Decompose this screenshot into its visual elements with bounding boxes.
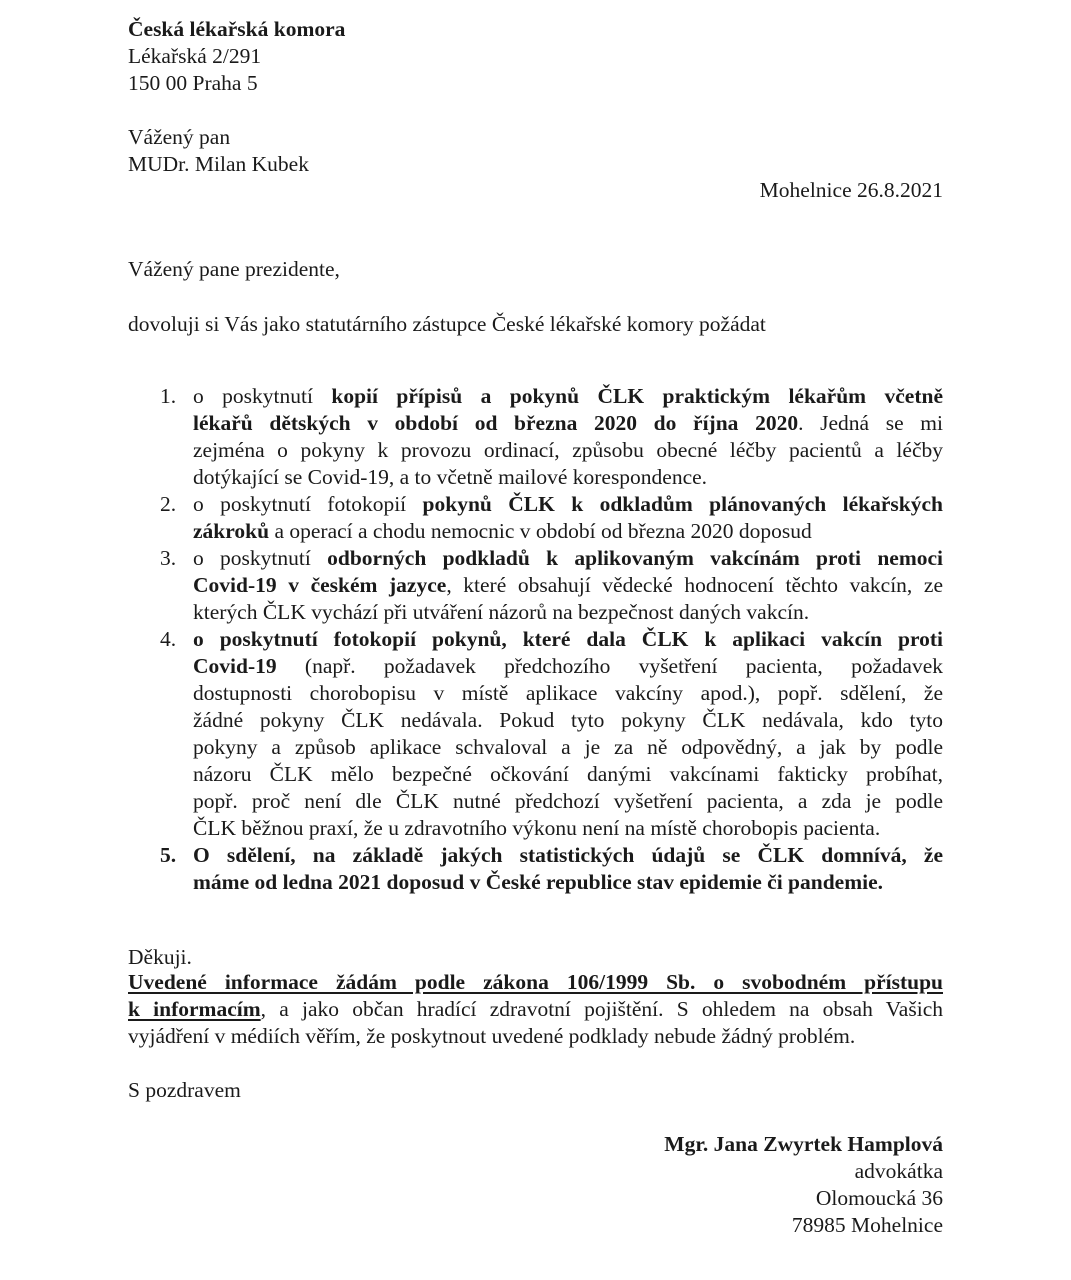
text: pokyny a způsob aplikace schvaloval a je za ně odpovědný, a jak by podle: [193, 735, 943, 759]
bold-text: odborných podkladů k aplikovaným vakcínám proti nemoci: [327, 546, 943, 570]
text: vyjádření v médiích věřím, že poskytnout uvedené podklady nebude žádný problém.: [128, 1024, 856, 1048]
text: o poskytnutí: [193, 546, 328, 570]
bold-text: Uvedené informace žádám podle zákona 106/1999 Sb. o svobodném přístupu: [128, 970, 943, 994]
sender-street: Olomoucká 36: [815, 1186, 943, 1210]
intro-text: dovoluji si Vás jako statutárního zástupce České lékařské komory požádat: [128, 312, 766, 336]
text-line: [193, 680, 943, 707]
bold-text: o poskytnutí fotokopií pokynů, které dala ČLK k aplikaci vakcín proti: [193, 627, 943, 651]
text-line: [128, 1023, 943, 1050]
sign-off: S pozdravem: [128, 1078, 241, 1102]
text-line: [193, 788, 943, 815]
text-line: [193, 869, 943, 896]
request-number: 5.: [160, 843, 177, 867]
text-line: [193, 464, 943, 491]
text: popř. proč není dle ČLK nutné předchozí vyšetření pacienta, a zda je podle: [193, 789, 943, 813]
request-number: 4.: [160, 627, 177, 651]
greeting: Vážený pane prezidente,: [128, 257, 340, 281]
text-line: [193, 599, 943, 626]
recipient-name: MUDr. Milan Kubek: [128, 152, 309, 176]
bold-text: pokynů ČLK k odkladům plánovaných lékařských: [422, 492, 943, 516]
thanks: Děkuji.: [128, 945, 192, 969]
request-number: 1.: [160, 384, 177, 408]
request-text: [193, 842, 943, 896]
text-line: [193, 707, 943, 734]
closing-paragraph: [128, 969, 943, 1050]
text-line: [193, 626, 943, 653]
text-line: [193, 734, 943, 761]
recipient-city: 150 00 Praha 5: [128, 71, 258, 95]
request-number: 2.: [160, 492, 177, 516]
text-line: [128, 969, 943, 996]
request-number: 3.: [160, 546, 177, 570]
sender-title: advokátka: [854, 1159, 943, 1183]
bold-text: zákroků: [193, 519, 270, 543]
text-line: [193, 383, 943, 410]
text-line: [193, 653, 943, 680]
text: kterých ČLK vychází při utváření názorů na bezpečnost daných vakcín.: [193, 600, 810, 624]
text-line: [193, 815, 943, 842]
text: a operací a chodu nemocnic v období od března 2020 doposud: [269, 519, 812, 543]
sender-name: Mgr. Jana Zwyrtek Hamplová: [664, 1132, 943, 1156]
bold-text: máme od ledna 2021 doposud v České republice stav epidemie či pandemie.: [193, 870, 884, 894]
text: dostupnosti chorobopisu v místě aplikace vakcíny apod.), popř. sdělení, že: [193, 681, 943, 705]
text: (např. požadavek předchozího vyšetření pacienta, požadavek: [276, 654, 943, 678]
text: . Jedná se mi: [798, 411, 943, 435]
recipient-street: Lékařská 2/291: [128, 44, 262, 68]
text: ČLK běžnou praxí, že u zdravotního výkonu není na místě chorobopis pacienta.: [193, 816, 881, 840]
text: názoru ČLK mělo bezpečné očkování danými vakcínami fakticky probíhat,: [193, 762, 943, 786]
bold-text: Covid-19: [193, 654, 277, 678]
text: zejména o pokyny k provozu ordinací, způsobu obecné léčby pacientů a léčby: [193, 438, 943, 462]
text-line: [128, 996, 943, 1023]
text: , a jako občan hradící zdravotní pojištění. S ohledem na obsah Vašich: [260, 997, 943, 1021]
request-text: [193, 545, 943, 626]
text-line: [193, 491, 943, 518]
text: dotýkající se Covid-19, a to včetně mailové korespondence.: [193, 465, 708, 489]
text-line: [193, 761, 943, 788]
bold-text: k informacím: [128, 997, 261, 1021]
text-line: [193, 842, 943, 869]
place-date: Mohelnice 26.8.2021: [759, 178, 943, 202]
request-text: [193, 626, 943, 842]
text-line: [193, 572, 943, 599]
bold-text: Covid-19 v českém jazyce: [193, 573, 447, 597]
request-text: [193, 491, 943, 545]
text: žádné pokyny ČLK nedávala. Pokud tyto pokyny ČLK nedávala, kdo tyto: [193, 708, 943, 732]
text-line: [193, 518, 943, 545]
text: , které obsahují vědecké hodnocení těchto vakcín, ze: [446, 573, 943, 597]
bold-text: kopií přípisů a pokynů ČLK praktickým lékařům včetně: [331, 384, 943, 408]
bold-text: O sdělení, na základě jakých statistických údajů se ČLK domnívá, že: [193, 843, 943, 867]
bold-text: lékařů dětských v období od března 2020 do října 2020: [193, 411, 799, 435]
text: o poskytnutí fotokopií: [193, 492, 423, 516]
text: o poskytnutí: [193, 384, 332, 408]
request-text: [193, 383, 943, 491]
sender-city: 78985 Mohelnice: [791, 1213, 943, 1237]
recipient-organization: Česká lékařská komora: [128, 17, 346, 41]
sender-block: [664, 1131, 943, 1239]
text-line: [193, 545, 943, 572]
text-line: [193, 437, 943, 464]
text-line: [193, 410, 943, 437]
recipient-salutation-line: Vážený pan: [128, 125, 231, 149]
